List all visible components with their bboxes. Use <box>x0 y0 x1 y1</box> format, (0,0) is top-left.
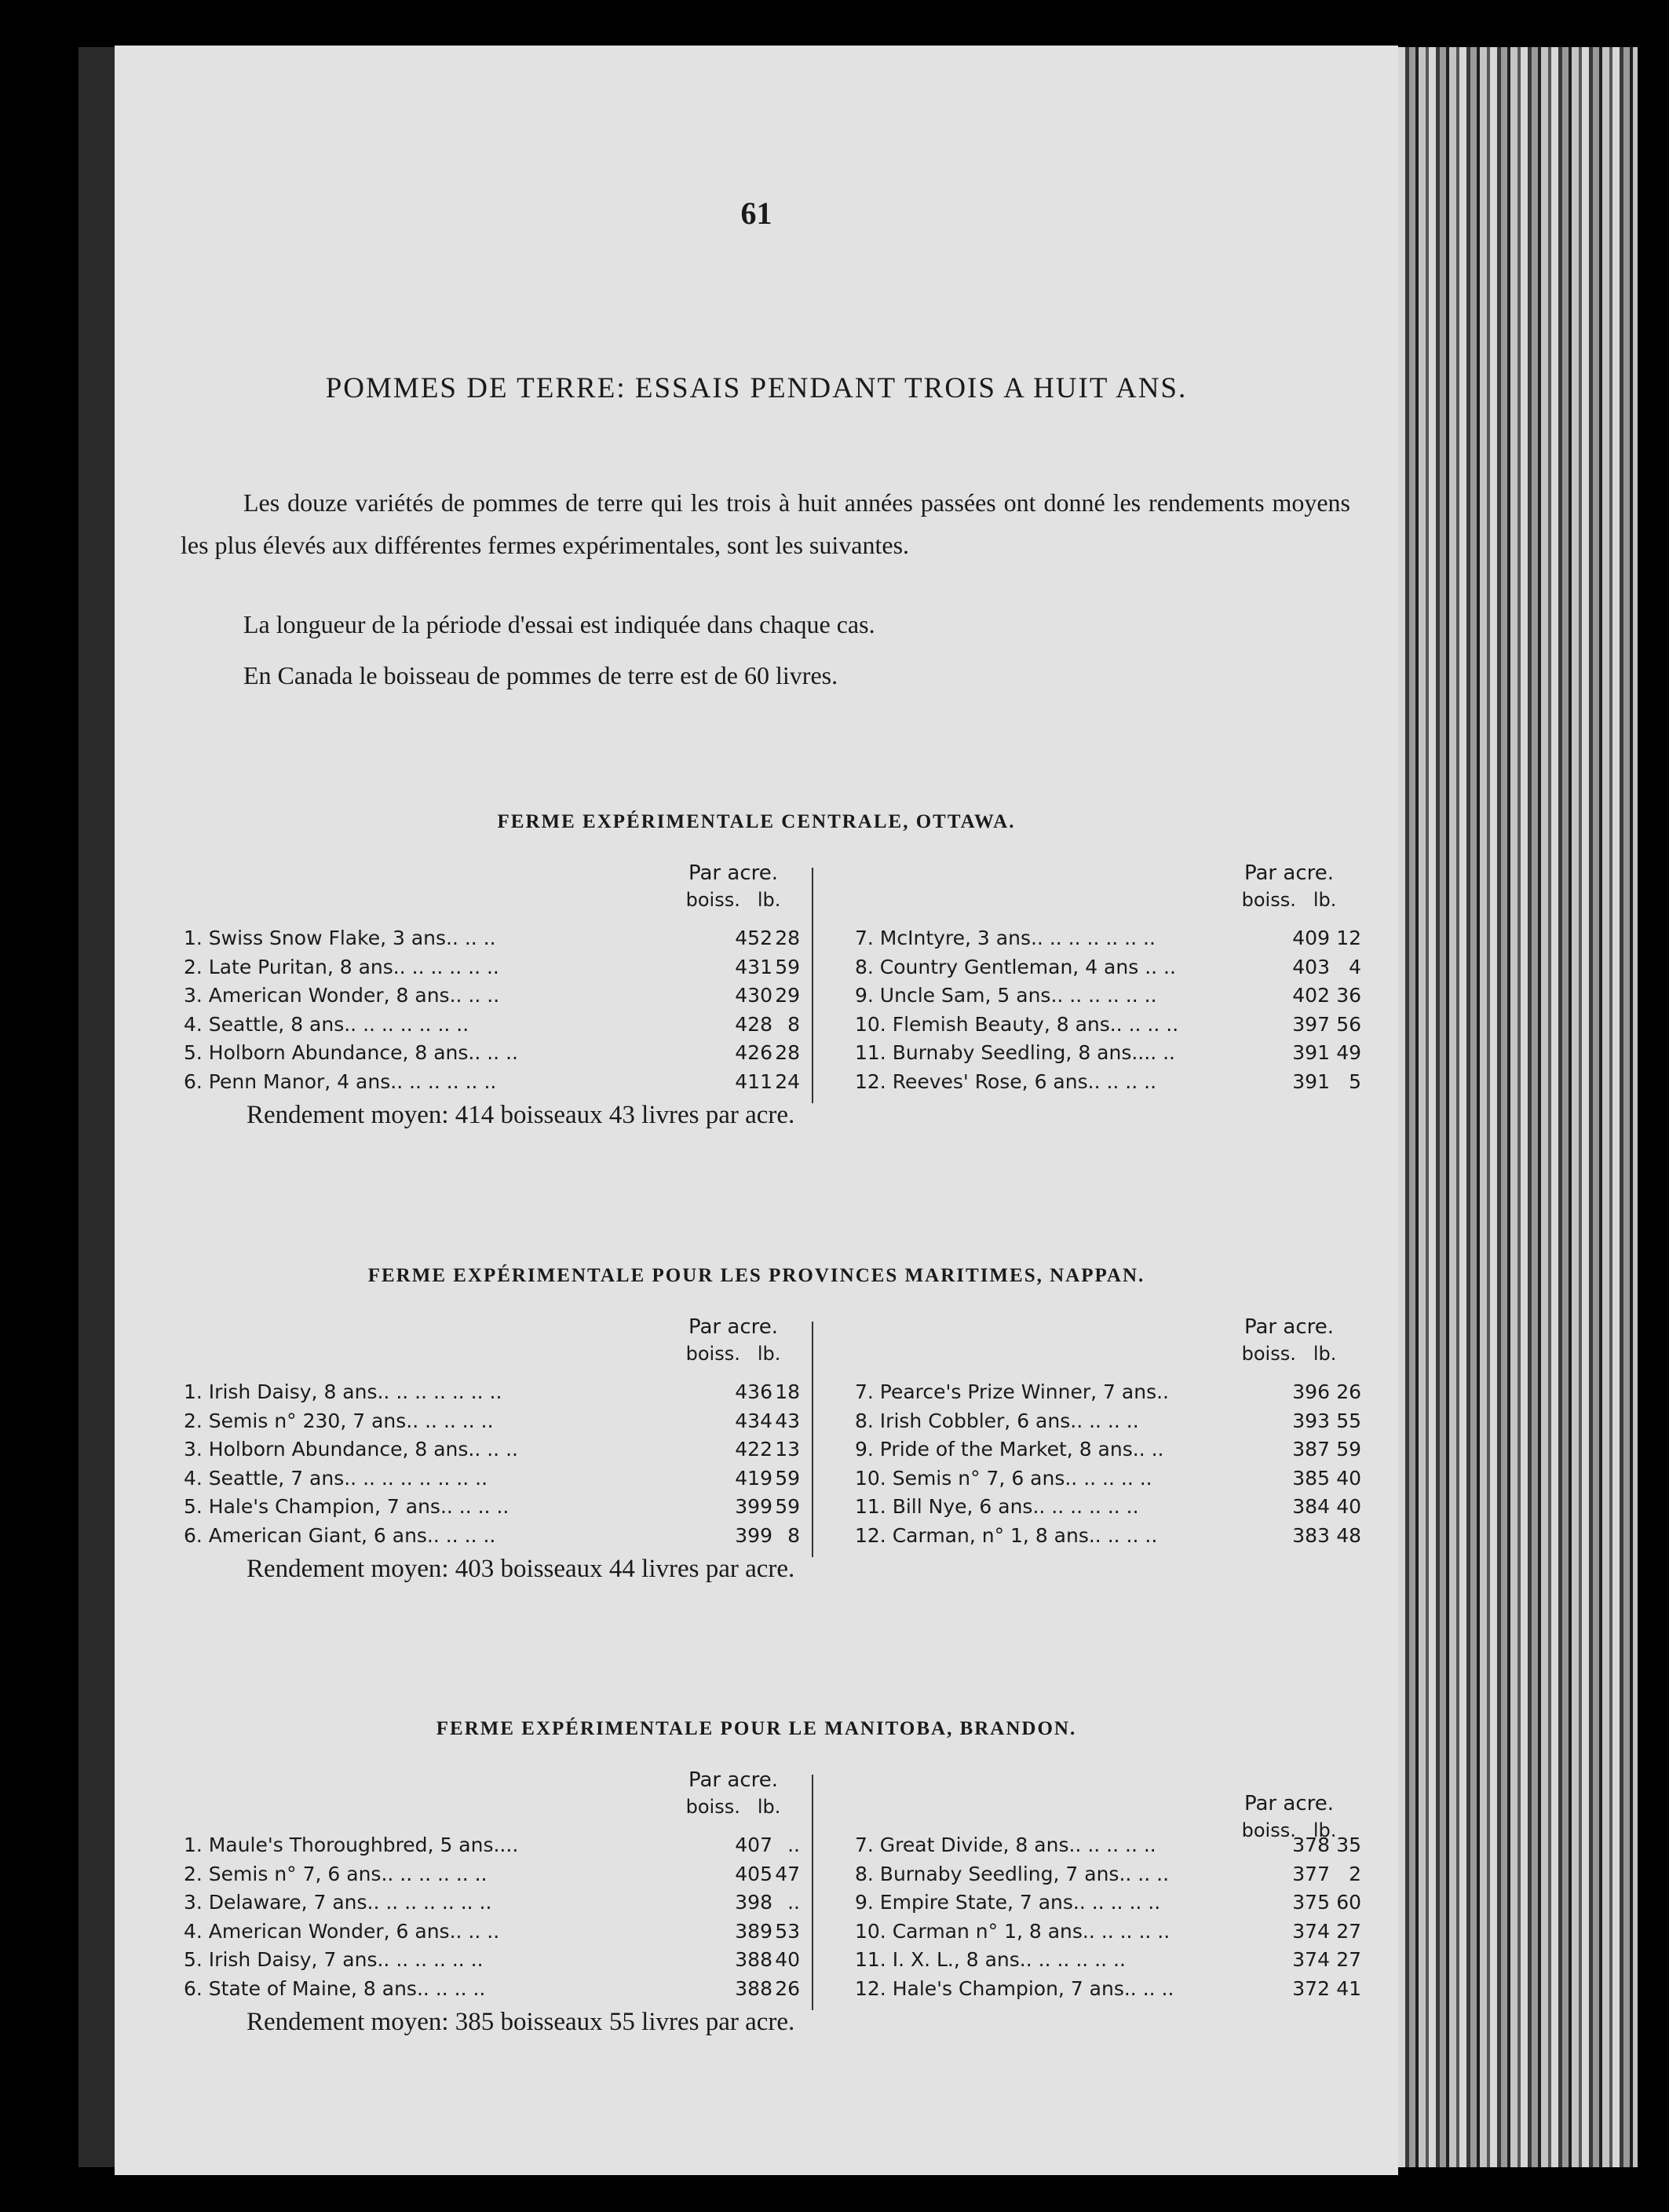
table-row <box>184 1039 1398 1067</box>
variety-name: 11. Burnaby Seedling, 8 ans.... .. <box>855 1041 1175 1064</box>
yield-bushels: 388 <box>735 1948 772 1971</box>
yield-bushels: 374 <box>1292 1919 1330 1943</box>
yield-pounds: 49 <box>1336 1041 1361 1064</box>
header-boiss: boiss. <box>1241 889 1296 911</box>
yield-pounds: 36 <box>1336 984 1361 1007</box>
yield-bushels: 398 <box>735 1891 772 1914</box>
section-title: FERME EXPÉRIMENTALE CENTRALE, OTTAWA. <box>497 811 1016 832</box>
table-row <box>184 1464 1398 1493</box>
table-row <box>184 1011 1398 1039</box>
table-row <box>184 1522 1398 1550</box>
header-lb: lb. <box>757 889 781 911</box>
yield-pounds: 2 <box>1349 1862 1361 1885</box>
yield-bushels: 389 <box>735 1919 772 1943</box>
header-units <box>1226 887 1352 913</box>
yield-bushels: 422 <box>735 1438 772 1461</box>
yield-bushels: 385 <box>1292 1466 1330 1490</box>
yield-pounds: .. <box>787 1834 800 1856</box>
table-row <box>184 1435 1398 1464</box>
header-boiss: boiss. <box>1241 1819 1296 1841</box>
yield-pounds: 26 <box>1336 1380 1361 1403</box>
yield-pounds: 24 <box>775 1069 800 1093</box>
average-yield: Rendement moyen: 385 boisseaux 55 livres par acre. <box>247 2008 795 2036</box>
yield-pounds: 53 <box>775 1919 800 1943</box>
intro-paragraph: Les douze variétés de pommes de terre qui les trois à huit années passées ont donné les rendements moyens les plus élevés aux différentes fermes expérimentales, sont les suivantes. <box>181 488 1350 559</box>
variety-name: 9. Empire State, 7 ans.. .. .. .. .. <box>855 1891 1161 1914</box>
variety-name: 11. I. X. L., 8 ans.. .. .. .. .. .. <box>855 1948 1126 1971</box>
header-lb: lb. <box>1313 1343 1337 1365</box>
variety-name: 2. Semis n° 7, 6 ans.. .. .. .. .. .. <box>184 1862 488 1885</box>
table-row <box>184 1378 1398 1406</box>
yield-pounds: 59 <box>775 1466 800 1490</box>
table-row <box>184 1918 1398 1946</box>
header-units <box>1226 1340 1352 1367</box>
yield-bushels: 452 <box>735 927 772 949</box>
yield-bushels: 374 <box>1292 1948 1330 1971</box>
variety-name: 5. Hale's Champion, 7 ans.. .. .. .. <box>184 1495 509 1518</box>
variety-name: 7. McIntyre, 3 ans.. .. .. .. .. .. .. <box>855 927 1156 949</box>
variety-name: 1. Maule's Thoroughbred, 5 ans.... <box>184 1834 519 1856</box>
variety-name: 3. American Wonder, 8 ans.. .. .. <box>184 984 500 1007</box>
average-yield: Rendement moyen: 403 boisseaux 44 livres par acre. <box>247 1555 795 1583</box>
yield-pounds: 26 <box>775 1976 800 2000</box>
yield-bushels: 431 <box>735 955 772 978</box>
header-lb: lb. <box>757 1343 781 1365</box>
yield-pounds: 40 <box>1336 1495 1361 1518</box>
table-row <box>184 1831 1398 1859</box>
header-units <box>670 887 796 913</box>
yield-bushels: 436 <box>735 1380 772 1403</box>
header-boiss: boiss. <box>685 1343 740 1365</box>
variety-name: 12. Carman, n° 1, 8 ans.. .. .. .. <box>855 1523 1158 1547</box>
yield-pounds: 59 <box>775 955 800 978</box>
yield-pounds: 27 <box>1336 1919 1361 1943</box>
header-par-acre: Par acre. <box>1244 1315 1334 1339</box>
yield-bushels: 399 <box>735 1523 772 1547</box>
header-units <box>670 1340 796 1367</box>
yield-pounds: 55 <box>1336 1409 1361 1432</box>
variety-name: 8. Irish Cobbler, 6 ans.. .. .. .. <box>855 1409 1139 1432</box>
table-row <box>184 953 1398 982</box>
column-header <box>670 860 796 913</box>
variety-name: 1. Swiss Snow Flake, 3 ans.. .. .. <box>184 927 496 949</box>
yield-pounds: 18 <box>775 1380 800 1403</box>
header-par-acre: Par acre. <box>688 1768 778 1792</box>
yield-bushels: 372 <box>1292 1976 1330 2000</box>
variety-name: 6. Penn Manor, 4 ans.. .. .. .. .. .. <box>184 1069 497 1093</box>
yield-bushels: 407 <box>735 1834 772 1856</box>
variety-name: 4. Seattle, 7 ans.. .. .. .. .. .. .. .. <box>184 1466 488 1490</box>
yield-pounds: 59 <box>775 1495 800 1518</box>
table-row <box>184 1407 1398 1435</box>
yield-bushels: 383 <box>1292 1523 1330 1547</box>
page-title: POMMES DE TERRE: ESSAIS PENDANT TROIS A HUIT ANS. <box>325 372 1188 404</box>
yield-bushels: 384 <box>1292 1495 1330 1518</box>
table-row <box>184 1946 1398 1974</box>
yield-pounds: 56 <box>1336 1012 1361 1036</box>
yield-pounds: 60 <box>1336 1891 1361 1914</box>
yield-bushels: 402 <box>1292 984 1330 1007</box>
table-row <box>184 1068 1398 1096</box>
variety-name: 4. American Wonder, 6 ans.. .. .. <box>184 1919 500 1943</box>
variety-name: 7. Great Divide, 8 ans.. .. .. .. .. <box>855 1834 1156 1856</box>
variety-name: 6. State of Maine, 8 ans.. .. .. .. <box>184 1976 486 2000</box>
yield-bushels: 434 <box>735 1409 772 1432</box>
variety-name: 5. Irish Daisy, 7 ans.. .. .. .. .. .. <box>184 1948 484 1971</box>
header-par-acre: Par acre. <box>1244 861 1334 885</box>
variety-name: 5. Holborn Abundance, 8 ans.. .. .. <box>184 1041 518 1064</box>
yield-pounds: 12 <box>1336 927 1361 949</box>
yield-pounds: 4 <box>1349 955 1361 978</box>
period-note: La longueur de la période d'essai est indiquée dans chaque cas. <box>243 610 875 638</box>
book-spine-shadow <box>79 47 115 2167</box>
yield-pounds: 8 <box>787 1012 800 1036</box>
variety-name: 12. Reeves' Rose, 6 ans.. .. .. .. <box>855 1069 1157 1093</box>
column-header <box>1226 860 1352 913</box>
variety-name: 10. Flemish Beauty, 8 ans.. .. .. .. <box>855 1012 1179 1036</box>
header-boiss: boiss. <box>1241 1343 1296 1365</box>
yield-pounds: 40 <box>775 1948 800 1971</box>
header-par-acre: Par acre. <box>688 1315 778 1339</box>
yield-bushels: 430 <box>735 984 772 1007</box>
yield-bushels: 399 <box>735 1495 772 1518</box>
page-number: 61 <box>740 196 772 231</box>
section-title: FERME EXPÉRIMENTALE POUR LE MANITOBA, BRANDON. <box>436 1718 1077 1739</box>
variety-name: 10. Semis n° 7, 6 ans.. .. .. .. .. <box>855 1466 1152 1490</box>
table-row <box>184 982 1398 1010</box>
yield-bushels: 403 <box>1292 955 1330 978</box>
yield-bushels: 377 <box>1292 1862 1330 1885</box>
header-lb: lb. <box>757 1796 781 1818</box>
yield-bushels: 405 <box>735 1862 772 1885</box>
header-boiss: boiss. <box>685 1796 740 1818</box>
table-row <box>184 1860 1398 1888</box>
yield-bushels: 426 <box>735 1041 772 1064</box>
average-yield: Rendement moyen: 414 boisseaux 43 livres par acre. <box>247 1101 795 1129</box>
document-page <box>115 46 1398 2175</box>
yield-pounds: 43 <box>775 1409 800 1432</box>
bushel-note: En Canada le boisseau de pommes de terre est de 60 livres. <box>243 661 838 689</box>
variety-name: 6. American Giant, 6 ans.. .. .. .. <box>184 1523 496 1547</box>
table-row <box>184 1888 1398 1917</box>
yield-bushels: 428 <box>735 1012 772 1036</box>
table-row <box>184 1493 1398 1521</box>
header-lb: lb. <box>1313 1819 1337 1841</box>
yield-bushels: 393 <box>1292 1409 1330 1432</box>
yield-table <box>184 1767 1398 2018</box>
variety-name: 2. Semis n° 230, 7 ans.. .. .. .. .. <box>184 1409 494 1432</box>
yield-bushels: 378 <box>1292 1834 1330 1856</box>
column-header <box>1226 1314 1352 1367</box>
page-edges <box>1398 47 1638 2167</box>
section-title: FERME EXPÉRIMENTALE POUR LES PROVINCES MARITIMES, NAPPAN. <box>367 1265 1145 1286</box>
yield-pounds: 28 <box>775 927 800 949</box>
yield-pounds: 41 <box>1336 1976 1361 2000</box>
header-par-acre: Par acre. <box>1244 1792 1334 1815</box>
header-units <box>670 1793 796 1820</box>
variety-name: 7. Pearce's Prize Winner, 7 ans.. <box>855 1380 1169 1403</box>
variety-name: 8. Country Gentleman, 4 ans .. .. <box>855 955 1176 978</box>
yield-pounds: 40 <box>1336 1466 1361 1490</box>
yield-bushels: 388 <box>735 1976 772 2000</box>
variety-name: 3. Holborn Abundance, 8 ans.. .. .. <box>184 1438 518 1461</box>
yield-bushels: 375 <box>1292 1891 1330 1914</box>
yield-pounds: 47 <box>775 1862 800 1885</box>
table-row <box>184 924 1398 952</box>
yield-pounds: 35 <box>1336 1834 1361 1856</box>
yield-pounds: 27 <box>1336 1948 1361 1971</box>
yield-bushels: 391 <box>1292 1069 1330 1093</box>
variety-name: 11. Bill Nye, 6 ans.. .. .. .. .. .. <box>855 1495 1139 1518</box>
variety-name: 4. Seattle, 8 ans.. .. .. .. .. .. .. <box>184 1012 469 1036</box>
yield-bushels: 387 <box>1292 1438 1330 1461</box>
yield-bushels: 419 <box>735 1466 772 1490</box>
variety-name: 3. Delaware, 7 ans.. .. .. .. .. .. .. <box>184 1891 492 1914</box>
variety-name: 9. Pride of the Market, 8 ans.. .. <box>855 1438 1164 1461</box>
yield-pounds: 28 <box>775 1041 800 1064</box>
yield-table <box>184 860 1398 1111</box>
yield-pounds: 13 <box>775 1438 800 1461</box>
column-header <box>670 1767 796 1820</box>
variety-name: 12. Hale's Champion, 7 ans.. .. .. <box>855 1976 1174 2000</box>
yield-bushels: 409 <box>1292 927 1330 949</box>
header-lb: lb. <box>1313 889 1337 911</box>
yield-bushels: 397 <box>1292 1012 1330 1036</box>
yield-table <box>184 1314 1398 1565</box>
yield-pounds: 48 <box>1336 1523 1361 1547</box>
yield-bushels: 396 <box>1292 1380 1330 1403</box>
header-par-acre: Par acre. <box>688 861 778 885</box>
column-header <box>670 1314 796 1367</box>
variety-name: 2. Late Puritan, 8 ans.. .. .. .. .. .. <box>184 955 499 978</box>
variety-name: 9. Uncle Sam, 5 ans.. .. .. .. .. .. <box>855 984 1157 1007</box>
variety-name: 1. Irish Daisy, 8 ans.. .. .. .. .. .. .. <box>184 1380 502 1403</box>
yield-pounds: 59 <box>1336 1438 1361 1461</box>
yield-pounds: 8 <box>787 1523 800 1547</box>
yield-pounds: .. <box>787 1891 800 1914</box>
table-row <box>184 1975 1398 2003</box>
variety-name: 10. Carman n° 1, 8 ans.. .. .. .. .. <box>855 1919 1170 1943</box>
yield-pounds: 5 <box>1349 1069 1361 1093</box>
header-boiss: boiss. <box>685 889 740 911</box>
yield-pounds: 29 <box>775 984 800 1007</box>
yield-bushels: 391 <box>1292 1041 1330 1064</box>
variety-name: 8. Burnaby Seedling, 7 ans.. .. .. <box>855 1862 1170 1885</box>
yield-bushels: 411 <box>735 1069 772 1093</box>
